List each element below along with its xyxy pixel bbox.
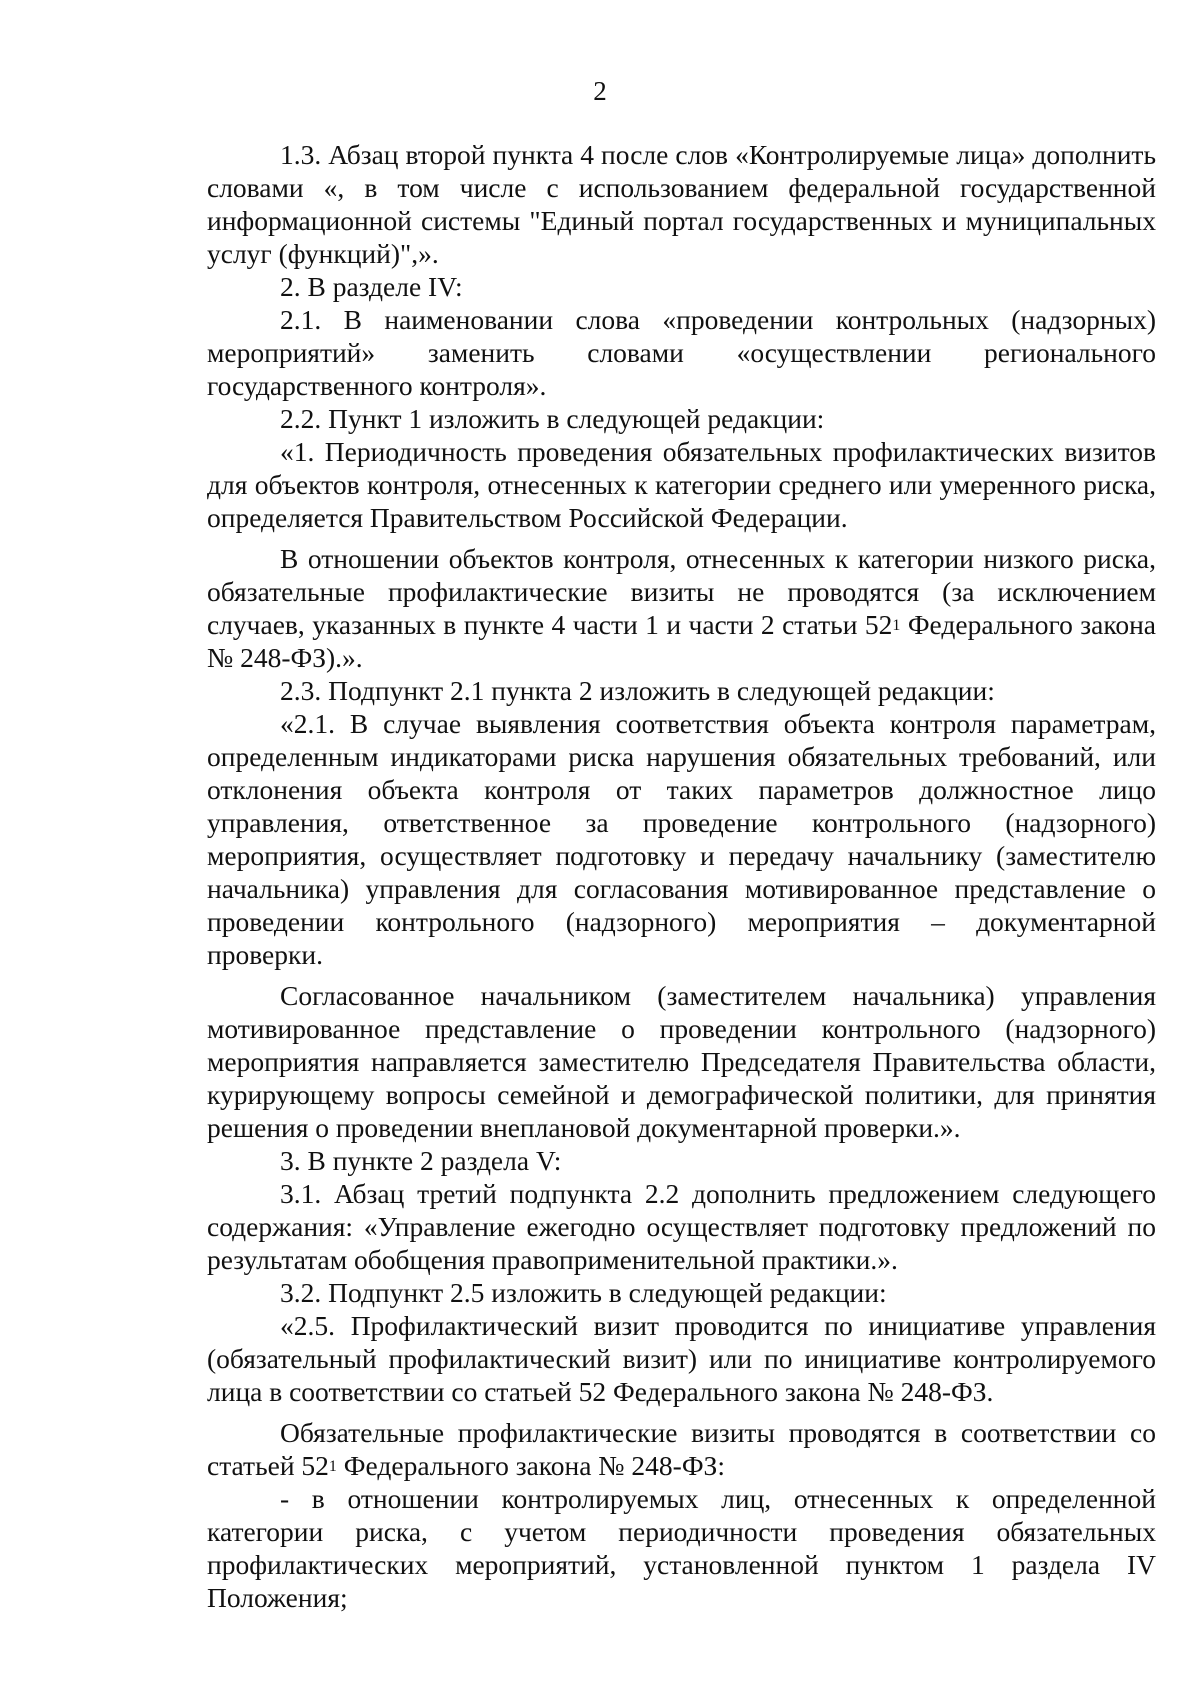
- paragraph-low-risk-tail: Федерального закона № 248-ФЗ).».: [207, 609, 1156, 673]
- paragraph-mandatory-visits: [207, 1416, 1156, 1482]
- paragraph-2-3-quote: «2.1. В случае выявления соответствия объекта контроля параметрам, определенным индикаторами риска нарушения обязательных требований, или отклонения объекта контроля от таких параметров должностное лицо управления, ответственное за проведение контрольного (надзорного) мероприятия, осуществляет подготовку и передачу начальнику (заместителю начальника) управления для согласования мотивированное представление о проведении контрольного (надзорного) мероприятия – документарной проверки.: [207, 708, 1156, 970]
- superscript-1: 1: [892, 617, 901, 634]
- paragraph-agreed: Согласованное начальником (заместителем начальника) управления мотивированное представление о проведении контрольного (надзорного) мероприятия направляется заместителю Председателя Правительства области, курирующему вопросы семейной и демографической политики, для принятия решения о проведении внеплановой документарной проверки.».: [207, 980, 1156, 1143]
- page-number: 2: [593, 76, 607, 106]
- paragraph-2-3: 2.3. Подпункт 2.1 пункта 2 изложить в следующей редакции:: [280, 675, 995, 706]
- paragraph-mandatory-visits-text: Обязательные профилактические визиты проводятся в соответствии со статьей 52: [207, 1417, 1156, 1481]
- paragraph-low-risk: [207, 542, 1156, 674]
- paragraph-2-5-quote: «2.5. Профилактический визит проводится по инициативе управления (обязательный профилактический визит) или по инициативе контролируемого лица в соответствии со статьей 52 Федерального закона № 248-ФЗ.: [207, 1310, 1156, 1407]
- paragraph-2-2: 2.2. Пункт 1 изложить в следующей редакции:: [280, 403, 825, 434]
- paragraph-3: 3. В пункте 2 раздела V:: [280, 1145, 562, 1176]
- paragraph-list-item: - в отношении контролируемых лиц, отнесенных к определенной категории риска, с учетом периодичности проведения обязательных профилактических мероприятий, установленной пунктом 1 раздела IV Положения;: [207, 1483, 1156, 1613]
- paragraph-3-1: 3.1. Абзац третий подпункта 2.2 дополнить предложением следующего содержания: «Управление ежегодно осуществляет подготовку предложений по результатам обобщения правоприменительной практики.».: [207, 1178, 1156, 1275]
- paragraph-low-risk-text: В отношении объектов контроля, отнесенных к категории низкого риска, обязательные профилактические визиты не проводятся (за исключением случаев, указанных в пункте 4 части 1 и части 2 статьи 52: [207, 543, 1156, 640]
- superscript-1: 1: [328, 1458, 337, 1475]
- paragraph-2-2-quote: «1. Периодичность проведения обязательных профилактических визитов для объектов контроля, отнесенных к категории среднего или умеренного риска, определяется Правительством Российской Федерации.: [207, 436, 1156, 533]
- paragraph-2-1: 2.1. В наименовании слова «проведении контрольных (надзорных) мероприятий» заменить словами «осуществлении регионального государственного контроля».: [207, 304, 1156, 401]
- paragraph-mandatory-visits-tail: Федерального закона № 248-ФЗ:: [336, 1450, 725, 1481]
- paragraph-1-3: 1.3. Абзац второй пункта 4 после слов «Контролируемые лица» дополнить словами «, в том числе с использованием федеральной государственной информационной системы "Единый портал государственных и муниципальных услуг (функций)",».: [207, 139, 1156, 269]
- document-body: [207, 138, 1156, 1614]
- paragraph-3-2: 3.2. Подпункт 2.5 изложить в следующей редакции:: [280, 1277, 887, 1308]
- paragraph-2: 2. В разделе IV:: [280, 271, 463, 302]
